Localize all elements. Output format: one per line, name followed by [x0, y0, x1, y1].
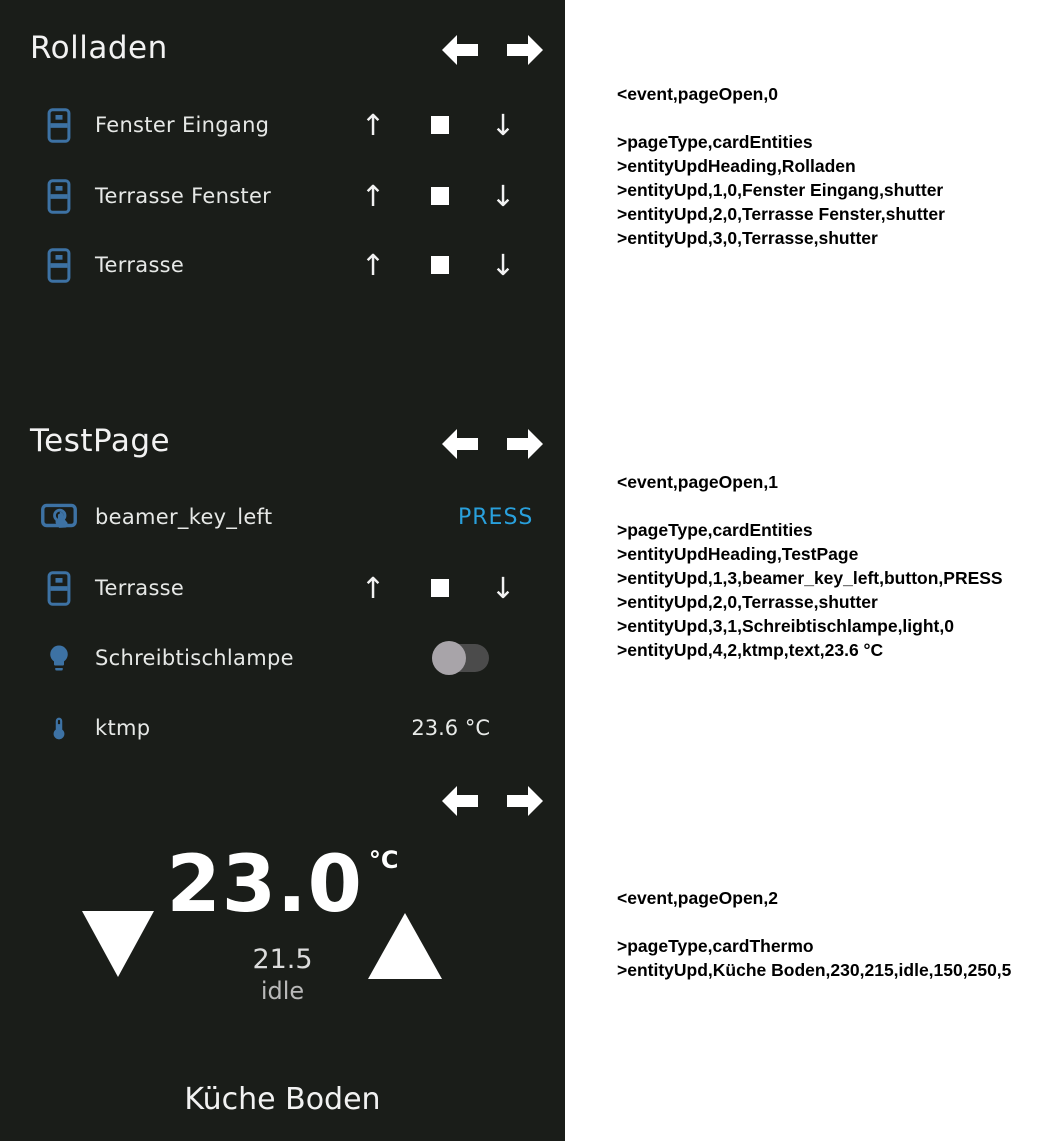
shutter-stop-button[interactable]	[422, 243, 458, 287]
protocol-line: >pageType,cardEntities	[617, 520, 813, 540]
protocol-line	[617, 494, 1003, 518]
window-shutter-icon	[40, 174, 78, 218]
thermo-entity-title: Küche Boden	[184, 1082, 381, 1117]
protocol-line: <event,pageOpen,0	[617, 84, 778, 104]
entity-label: Schreibtischlampe	[95, 646, 294, 670]
entity-label: Terrasse Fenster	[95, 184, 272, 208]
protocol-line: >entityUpdHeading,TestPage	[617, 544, 859, 564]
entity-row	[0, 636, 565, 680]
entity-row	[0, 243, 565, 287]
protocol-line: >pageType,cardThermo	[617, 936, 814, 956]
shutter-down-button[interactable]: ↓	[485, 103, 521, 147]
shutter-down-button[interactable]: ↓	[485, 566, 521, 610]
protocol-line: >entityUpd,2,0,Terrasse Fenster,shutter	[617, 204, 945, 224]
shutter-down-button[interactable]: ↓	[485, 174, 521, 218]
shutter-down-button[interactable]: ↓	[485, 243, 521, 287]
protocol-line: <event,pageOpen,2	[617, 888, 778, 908]
page-title: TestPage	[30, 423, 171, 459]
protocol-line	[617, 910, 1011, 934]
entity-label: ktmp	[95, 716, 151, 740]
toggle-knob	[432, 641, 466, 675]
hvac-state: idle	[260, 977, 305, 1005]
press-button[interactable]: PRESS	[458, 495, 533, 539]
shutter-stop-button[interactable]	[422, 174, 458, 218]
stop-icon	[431, 116, 449, 134]
page-title: Rolladen	[30, 30, 168, 66]
protocol-line: >entityUpd,1,0,Fenster Eingang,shutter	[617, 180, 944, 200]
protocol-block-page0	[617, 82, 945, 250]
temperature-unit: °C	[368, 846, 399, 874]
shutter-up-button[interactable]: ↑	[355, 243, 391, 287]
arrow-right-icon	[507, 429, 543, 459]
window-shutter-icon	[40, 243, 78, 287]
light-toggle[interactable]	[432, 641, 489, 675]
protocol-line: >entityUpd,3,1,Schreibtischlampe,light,0	[617, 616, 954, 636]
nav-next-button[interactable]	[507, 786, 543, 816]
entity-row	[0, 174, 565, 218]
stop-icon	[431, 187, 449, 205]
protocol-line: <event,pageOpen,1	[617, 472, 778, 492]
entity-row	[0, 495, 565, 539]
nav-next-button[interactable]	[507, 429, 543, 459]
nav-next-button[interactable]	[507, 35, 543, 65]
protocol-line: >entityUpd,1,3,beamer_key_left,button,PRESS	[617, 568, 1003, 588]
shutter-up-button[interactable]: ↑	[355, 103, 391, 147]
stop-icon	[431, 579, 449, 597]
protocol-line	[617, 106, 945, 130]
thermometer-icon	[40, 706, 78, 750]
protocol-line: >entityUpdHeading,Rolladen	[617, 156, 856, 176]
nav-prev-button[interactable]	[442, 429, 478, 459]
arrow-left-icon	[442, 35, 478, 65]
arrow-left-icon	[442, 786, 478, 816]
protocol-line: >entityUpd,4,2,ktmp,text,23.6 °C	[617, 640, 884, 660]
protocol-line: >entityUpd,2,0,Terrasse,shutter	[617, 592, 878, 612]
entity-row	[0, 566, 565, 610]
shutter-stop-button[interactable]	[422, 566, 458, 610]
protocol-block-page2	[617, 886, 1011, 982]
window-shutter-icon	[40, 566, 78, 610]
nav-prev-button[interactable]	[442, 35, 478, 65]
target-temperature: 21.5	[252, 944, 313, 975]
protocol-line: >pageType,cardEntities	[617, 132, 813, 152]
nav-prev-button[interactable]	[442, 786, 478, 816]
lightbulb-icon	[40, 636, 78, 680]
shutter-stop-button[interactable]	[422, 103, 458, 147]
gesture-tap-button-icon	[40, 495, 78, 539]
arrow-left-icon	[442, 429, 478, 459]
entity-label: beamer_key_left	[95, 505, 273, 529]
entity-label: Terrasse	[95, 576, 185, 600]
window-shutter-icon	[40, 103, 78, 147]
sensor-value: 23.6 °C	[411, 716, 490, 740]
arrow-right-icon	[507, 786, 543, 816]
shutter-up-button[interactable]: ↑	[355, 566, 391, 610]
protocol-line: >entityUpd,Küche Boden,230,215,idle,150,250,5	[617, 960, 1012, 980]
stop-icon	[431, 256, 449, 274]
entity-label: Fenster Eingang	[95, 113, 270, 137]
protocol-line: >entityUpd,3,0,Terrasse,shutter	[617, 228, 878, 248]
entity-row	[0, 103, 565, 147]
shutter-up-button[interactable]: ↑	[355, 174, 391, 218]
entity-label: Terrasse	[95, 253, 185, 277]
current-temperature-value: 23.0	[166, 840, 363, 930]
arrow-right-icon	[507, 35, 543, 65]
entity-row	[0, 706, 565, 750]
protocol-block-page1	[617, 470, 1003, 662]
